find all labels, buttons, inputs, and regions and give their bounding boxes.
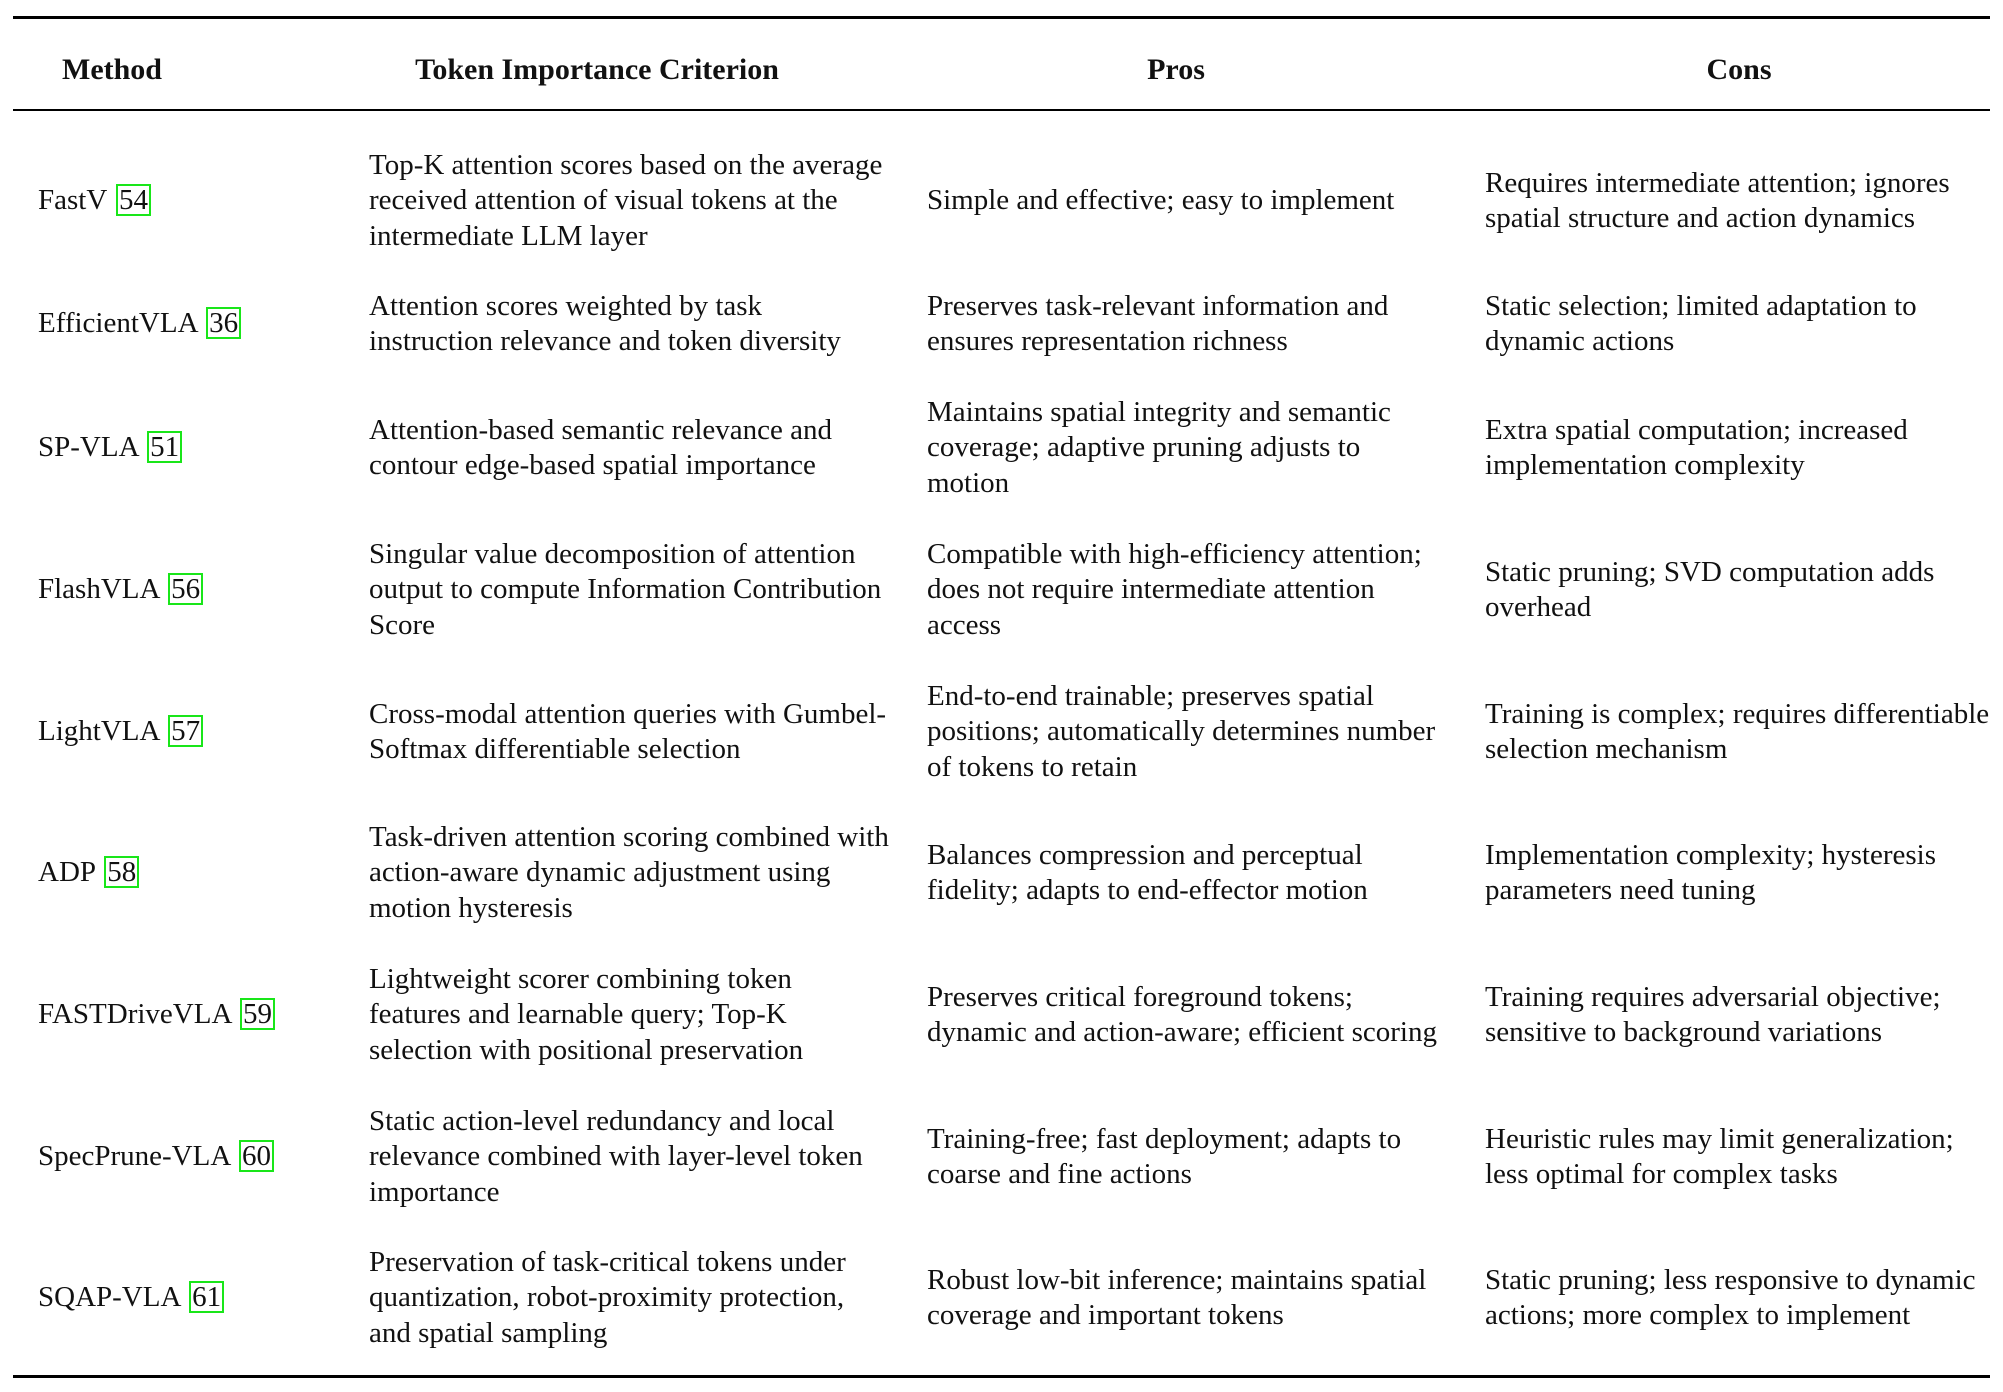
method-name: SQAP-VLA	[38, 1281, 180, 1314]
table-row	[0, 1087, 2003, 1227]
pros-cell: End-to-end trainable; preserves spatial positions; automatically determines number of tokens to retain	[927, 679, 1436, 783]
table-row	[0, 131, 2003, 271]
criterion-cell: Static action-level redundancy and local relevance combined with layer-level token importance	[369, 1104, 863, 1208]
pros-cell: Compatible with high-efficiency attention; does not require intermediate attention access	[927, 537, 1422, 641]
criterion-cell: Cross-modal attention queries with Gumbel-Softmax differentiable selection	[369, 697, 887, 765]
method-cell	[38, 254, 358, 394]
method-cell	[38, 1228, 358, 1368]
method-name: ADP	[38, 856, 95, 889]
method-cell	[38, 945, 358, 1085]
method-cell	[38, 520, 358, 660]
cons-cell: Training requires adversarial objective; sensitive to background variations	[1485, 980, 1941, 1048]
bottom-rule	[13, 1375, 1990, 1378]
method-name: LightVLA	[38, 715, 159, 748]
citation-link[interactable]: 61	[189, 1281, 224, 1313]
criterion-cell: Task-driven attention scoring combined with action-aware dynamic adjustment using motion hysteresis	[369, 820, 889, 924]
pros-cell: Maintains spatial integrity and semantic coverage; adaptive pruning adjusts to motion	[927, 395, 1391, 499]
table-row	[0, 803, 2003, 943]
pros-cell: Training-free; fast deployment; adapts to coarse and fine actions	[927, 1122, 1402, 1190]
citation-link[interactable]: 51	[147, 431, 182, 463]
table-row	[0, 254, 2003, 394]
citation-link[interactable]: 59	[240, 998, 275, 1030]
method-name: SpecPrune-VLA	[38, 1140, 230, 1173]
header-cons: Cons	[1706, 53, 1772, 86]
citation-link[interactable]: 36	[206, 307, 241, 339]
method-name: FastV	[38, 184, 107, 217]
table-row	[0, 520, 2003, 660]
cons-cell: Static selection; limited adaptation to dynamic actions	[1485, 289, 1917, 357]
method-cell	[38, 803, 358, 943]
criterion-cell: Attention-based semantic relevance and contour edge-based spatial importance	[369, 413, 832, 481]
pros-cell: Preserves critical foreground tokens; dynamic and action-aware; efficient scoring	[927, 980, 1437, 1048]
header-method: Method	[62, 53, 162, 86]
table-row	[0, 662, 2003, 802]
pros-cell: Simple and effective; easy to implement	[927, 184, 1395, 217]
method-cell	[38, 1087, 358, 1227]
method-name: EfficientVLA	[38, 307, 197, 340]
citation-link[interactable]: 58	[104, 856, 139, 888]
top-rule	[13, 16, 1990, 19]
criterion-cell: Top-K attention scores based on the average received attention of visual tokens at the intermediate LLM layer	[369, 148, 883, 252]
cons-cell: Requires intermediate attention; ignores spatial structure and action dynamics	[1485, 166, 1950, 234]
header-rule	[13, 109, 1990, 111]
table-row	[0, 945, 2003, 1085]
cons-cell: Training is complex; requires differentiable selection mechanism	[1485, 697, 1990, 765]
pros-cell: Balances compression and perceptual fidelity; adapts to end-effector motion	[927, 838, 1368, 906]
pros-cell: Preserves task-relevant information and ensures representation richness	[927, 289, 1389, 357]
criterion-cell: Lightweight scorer combining token features and learnable query; Top-K selection with positional preservation	[369, 962, 804, 1066]
method-name: FASTDriveVLA	[38, 998, 231, 1031]
cons-cell: Implementation complexity; hysteresis parameters need tuning	[1485, 838, 1937, 906]
table-row	[0, 1228, 2003, 1368]
method-name: SP-VLA	[38, 431, 138, 464]
cons-cell: Static pruning; less responsive to dynamic actions; more complex to implement	[1485, 1263, 1976, 1331]
pros-cell: Robust low-bit inference; maintains spatial coverage and important tokens	[927, 1263, 1427, 1331]
cons-cell: Extra spatial computation; increased implementation complexity	[1485, 413, 1908, 481]
criterion-cell: Singular value decomposition of attention output to compute Information Contribution Score	[369, 537, 882, 641]
citation-link[interactable]: 60	[239, 1140, 274, 1172]
criterion-cell: Preservation of task-critical tokens under quantization, robot-proximity protection, and spatial sampling	[369, 1245, 846, 1349]
header-pros: Pros	[1147, 53, 1205, 86]
cons-cell: Heuristic rules may limit generalization; less optimal for complex tasks	[1485, 1122, 1954, 1190]
method-cell	[38, 662, 358, 802]
method-cell	[38, 378, 358, 518]
header-criterion: Token Importance Criterion	[415, 53, 779, 86]
citation-link[interactable]: 57	[168, 715, 203, 747]
criterion-cell: Attention scores weighted by task instruction relevance and token diversity	[369, 289, 841, 357]
citation-link[interactable]: 56	[168, 573, 203, 605]
cons-cell: Static pruning; SVD computation adds overhead	[1485, 555, 1935, 623]
citation-link[interactable]: 54	[116, 184, 151, 216]
table-row	[0, 378, 2003, 518]
method-name: FlashVLA	[38, 573, 159, 606]
method-cell	[38, 131, 358, 271]
